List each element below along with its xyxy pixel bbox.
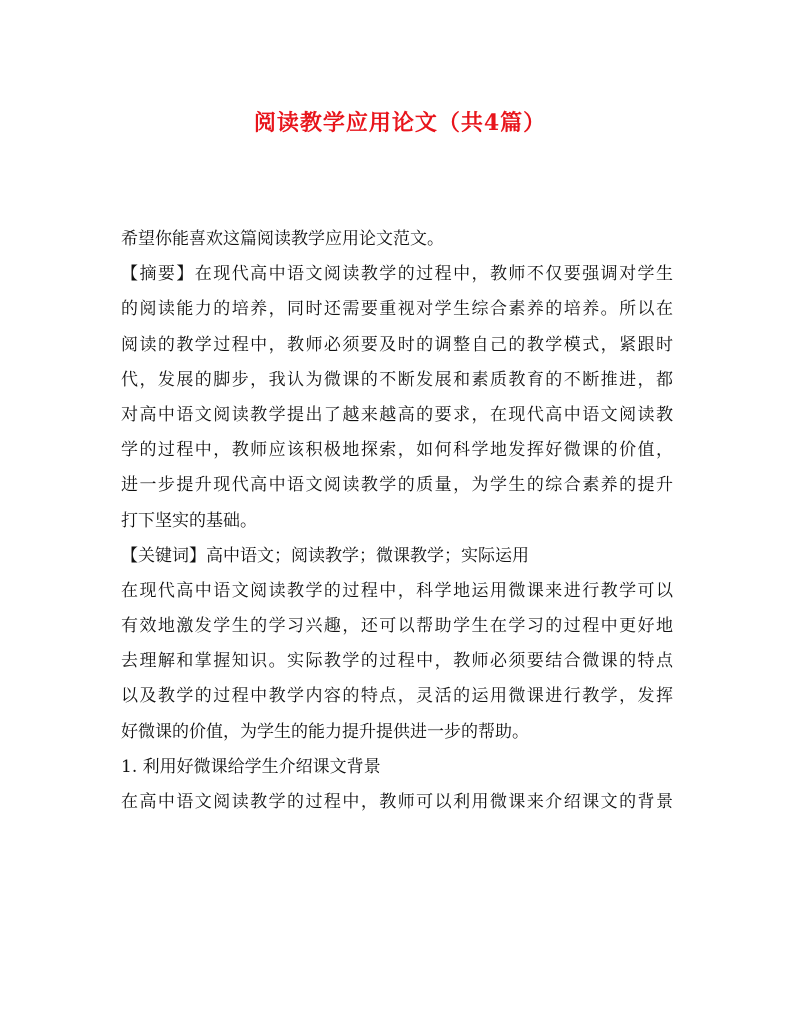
text-line: 学的过程中，教师应该积极地探索，如何科学地发挥好微课的价值，	[121, 440, 673, 461]
text-line: 在高中语文阅读教学的过程中，教师可以利用微课来介绍课文的背景	[121, 792, 673, 812]
text-line: 【摘要】在现代高中语文阅读教学的过程中，教师不仅要强调对学生	[121, 264, 673, 285]
text-line: 好微课的价值，为学生的能力提升提供进一步的帮助。	[121, 721, 529, 742]
text-line: 进一步提升现代高中语文阅读教学的质量，为学生的综合素养的提升	[121, 475, 673, 496]
text-line: 阅读的教学过程中，教师必须要及时的调整自己的教学模式，紧跟时	[121, 334, 673, 355]
text-line: 以及教学的过程中教学内容的特点，灵活的运用微课进行教学，发挥	[121, 686, 673, 707]
text-line: 【关键词】高中语文；阅读教学；微课教学；实际运用	[121, 545, 529, 566]
document-body	[121, 222, 673, 820]
document-title: 阅读教学应用论文（共4篇）	[253, 110, 547, 136]
text-line: 代，发展的脚步，我认为微课的不断发展和素质教育的不断推进，都	[121, 369, 673, 390]
text-line: 打下坚实的基础。	[121, 510, 257, 531]
text-line: 对高中语文阅读教学提出了越来越高的要求，在现代高中语文阅读教	[121, 404, 673, 425]
text-line: 希望你能喜欢这篇阅读教学应用论文范文。	[121, 229, 444, 249]
text-line: 有效地激发学生的学习兴趣，还可以帮助学生在学习的过程中更好地	[121, 616, 673, 637]
text-line: 去理解和掌握知识。实际教学的过程中，教师必须要结合微课的特点	[121, 651, 673, 672]
text-line: 的阅读能力的培养，同时还需要重视对学生综合素养的培养。所以在	[121, 299, 673, 320]
text-line: 在现代高中语文阅读教学的过程中，科学地运用微课来进行教学可以	[121, 580, 673, 601]
text-line: 1. 利用好微课给学生介绍课文背景	[121, 756, 381, 777]
